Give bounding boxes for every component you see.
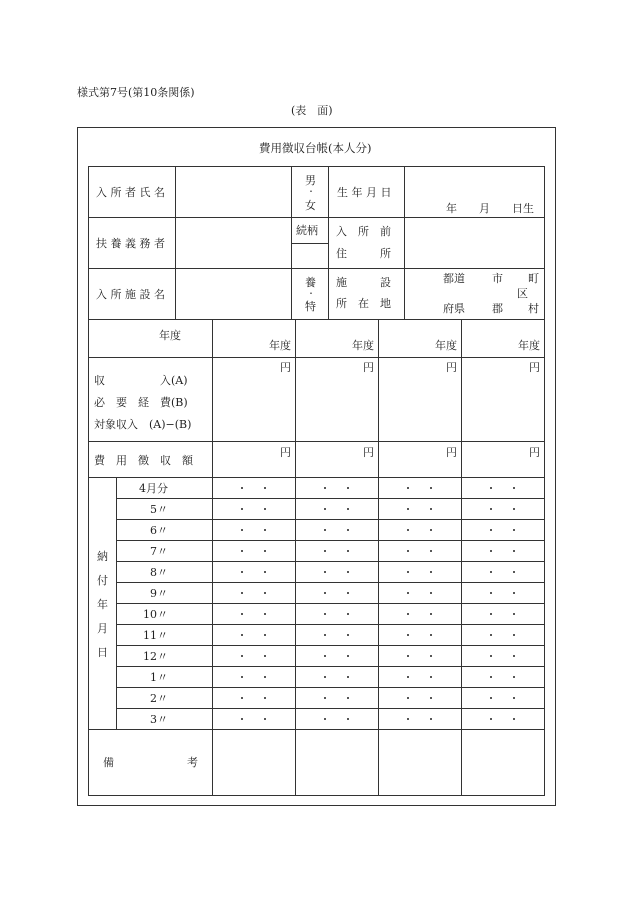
fee-yen-4: 円 (529, 446, 540, 459)
month-row-rule (116, 519, 544, 520)
facility-type-label-1: 養 (305, 276, 316, 289)
income-yen-4: 円 (529, 361, 540, 374)
prev-address-label-1: 入 所 前 (336, 225, 391, 238)
year-col-rule (461, 319, 462, 796)
payment-date-char: 年 (97, 598, 108, 611)
fiscal-year-label: 年度 (159, 329, 181, 342)
form-number: 様式第7号(第10条関係) (77, 86, 195, 99)
year-field-4[interactable] (463, 321, 541, 355)
month-row-rule (116, 666, 544, 667)
birth-date-suffix: 年 月 日生 (446, 202, 534, 215)
month-label: 6〃 (150, 524, 168, 537)
year-col-rule (212, 319, 213, 796)
row-rule (88, 441, 544, 442)
year-header-2: 年度 (352, 339, 374, 352)
target-income-label: 対象収入 (A)−(B) (94, 418, 192, 431)
header-col-rule (175, 166, 176, 319)
facility-type-label-2: 特 (305, 300, 316, 313)
month-label: 2〃 (150, 692, 168, 705)
month-row-rule (116, 540, 544, 541)
year-field-2[interactable] (297, 321, 375, 355)
payment-date-char: 納 (97, 550, 108, 563)
row-rule (88, 319, 544, 320)
facility-location-label-2: 所 在 地 (336, 297, 391, 310)
row-rule (88, 477, 544, 478)
year-field-1[interactable] (214, 321, 292, 355)
month-row-rule (116, 603, 544, 604)
resident-name-label: 入 所 者 氏 名 (96, 186, 165, 199)
gender-separator: ・ (307, 187, 315, 196)
facility-location-label-1: 施 設 (336, 276, 391, 289)
address-gun: 郡 (492, 302, 503, 315)
income-yen-2: 円 (363, 361, 374, 374)
month-row-rule (116, 708, 544, 709)
resident-name-field[interactable] (177, 168, 287, 216)
facility-name-label: 入 所 施 設 名 (96, 288, 165, 301)
payment-date-char: 日 (97, 646, 108, 659)
supporter-field[interactable] (177, 219, 287, 267)
prev-address-field[interactable] (406, 219, 543, 267)
year-header-4: 年度 (518, 339, 540, 352)
facility-name-field[interactable] (177, 270, 287, 318)
year-col-rule (378, 319, 379, 796)
month-row-rule (116, 582, 544, 583)
month-label: 1〃 (150, 671, 168, 684)
row-rule (88, 217, 544, 218)
income-label: 収 入(A) (94, 374, 188, 387)
payment-date-char: 付 (97, 574, 108, 587)
relationship-label: 続柄 (296, 224, 318, 237)
fee-yen-2: 円 (363, 446, 374, 459)
row-rule (88, 729, 544, 730)
prev-address-label-2: 住 所 (336, 247, 391, 260)
ledger-title: 費用徴収台帳(本人分) (259, 141, 372, 155)
facility-type-separator: ・ (307, 289, 315, 298)
income-yen-3: 円 (446, 361, 457, 374)
payment-date-char: 月 (97, 622, 108, 635)
fee-yen-1: 円 (280, 446, 291, 459)
relationship-field[interactable] (292, 243, 327, 267)
birth-date-field[interactable] (406, 168, 543, 216)
month-label: 4月分 (139, 482, 168, 495)
row-rule (88, 357, 544, 358)
month-label: 5〃 (150, 503, 168, 516)
expenses-label: 必 要 経 費(B) (94, 396, 188, 409)
remarks-label-1: 備 (103, 756, 114, 769)
month-label: 11〃 (143, 629, 168, 642)
month-row-rule (116, 645, 544, 646)
month-label: 3〃 (150, 713, 168, 726)
month-row-rule (116, 561, 544, 562)
birth-date-label: 生 年 月 日 (337, 186, 392, 199)
address-town: 町 (528, 272, 539, 285)
month-label: 12〃 (143, 650, 168, 663)
gender-female-label: 女 (305, 199, 316, 212)
header-col-rule (404, 166, 405, 319)
side-label: (表 面) (291, 104, 333, 117)
supporter-label: 扶 養 義 務 者 (96, 237, 165, 250)
month-label: 10〃 (143, 608, 168, 621)
address-pref-2: 府県 (443, 302, 465, 315)
address-city: 市 (492, 272, 503, 285)
month-label: 8〃 (150, 566, 168, 579)
header-col-rule (328, 166, 329, 319)
year-field-3[interactable] (380, 321, 458, 355)
month-label: 7〃 (150, 545, 168, 558)
remarks-label-2: 考 (187, 756, 198, 769)
income-yen-1: 円 (280, 361, 291, 374)
address-ward: 区 (517, 287, 528, 300)
gender-male-label: 男 (305, 174, 316, 187)
address-pref-1: 都道 (443, 272, 465, 285)
fee-yen-3: 円 (446, 446, 457, 459)
month-row-rule (116, 498, 544, 499)
fee-amount-label: 費 用 徴 収 額 (94, 454, 193, 467)
year-header-1: 年度 (269, 339, 291, 352)
address-village: 村 (528, 302, 539, 315)
row-rule (88, 268, 544, 269)
month-row-rule (116, 624, 544, 625)
month-row-rule (116, 687, 544, 688)
year-header-3: 年度 (435, 339, 457, 352)
year-col-rule (295, 319, 296, 796)
month-label: 9〃 (150, 587, 168, 600)
